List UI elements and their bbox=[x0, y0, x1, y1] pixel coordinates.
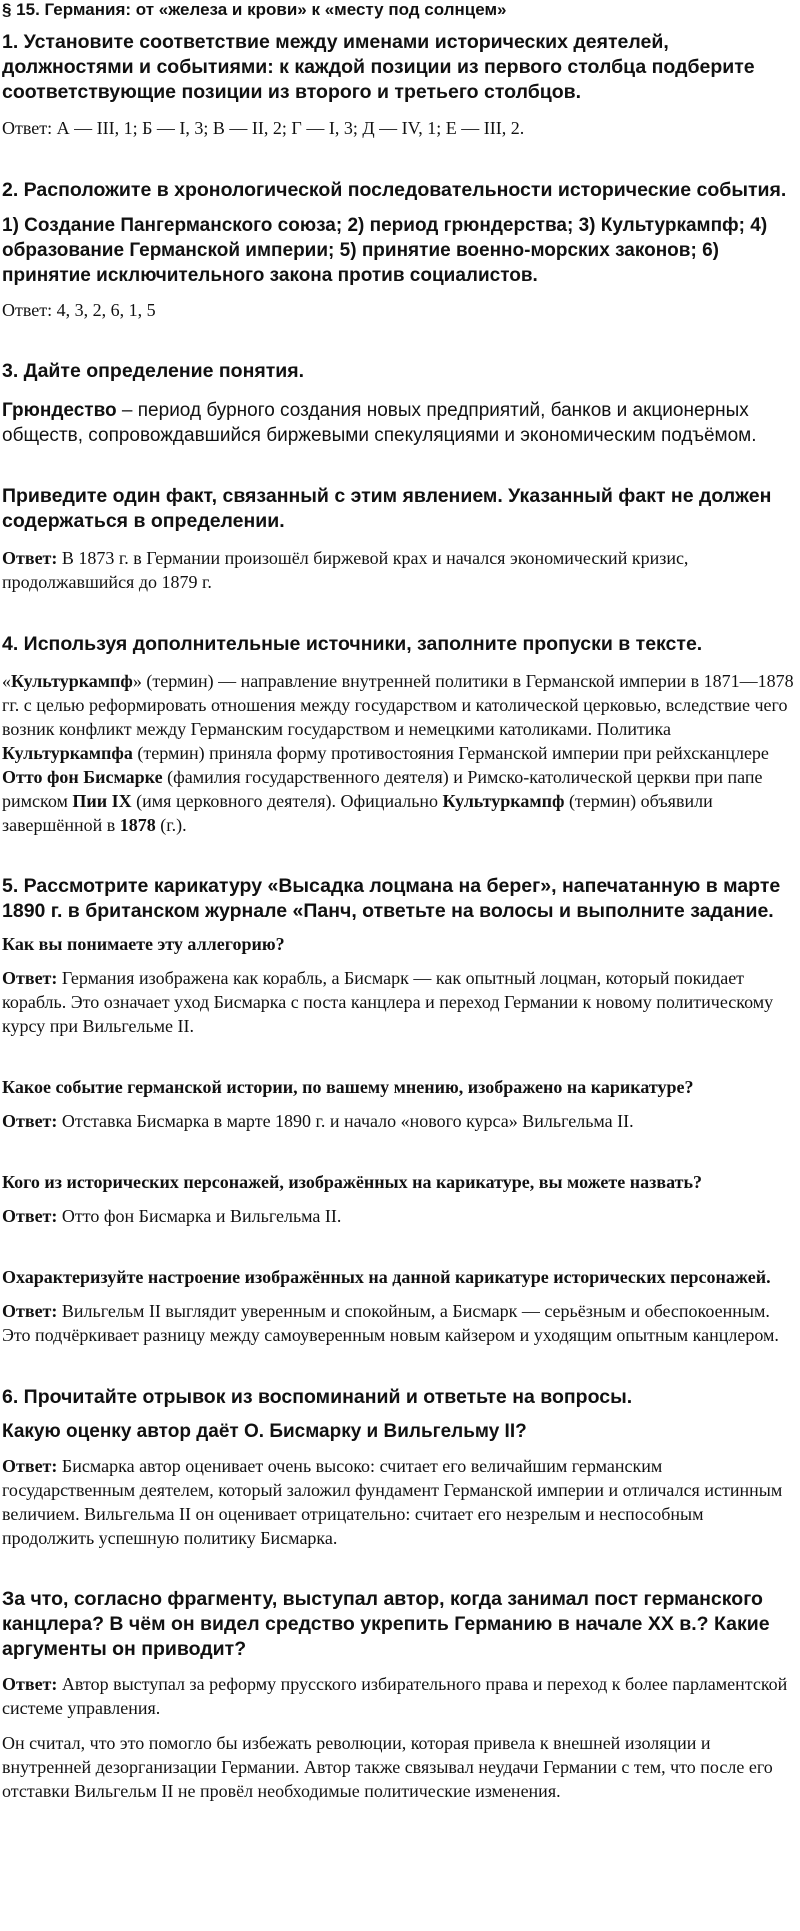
task-6-answer-2 bbox=[2, 1672, 798, 1720]
task-2-answer: Ответ: 4, 3, 2, 6, 1, 5 bbox=[2, 300, 156, 320]
answer-text: Отставка Бисмарка в марте 1890 г. и начало «нового курса» Вильгельма II. bbox=[57, 1111, 634, 1131]
task-1-answer: Ответ: А — III, 1; Б — I, 3; В — II, 2; Г — I, 3; Д — IV, 1; Е — III, 2. bbox=[2, 118, 525, 138]
answer-label: Ответ: bbox=[2, 1301, 58, 1321]
task-6-answer-3: Он считал, что это помогло бы избежать революции, которая привела к внешней изоляции и внутренней дезорганизации Германии. Автор также связывал неудачи Германии с тем, что после его отставки Вильгельм II не провёл необходимые политические изменения. bbox=[2, 1733, 773, 1801]
filled-name-pope: Пии IX bbox=[72, 791, 132, 811]
task-6-subquestion-2: За что, согласно фрагменту, выступал автор, когда занимал пост германского канцлера? В чём он видел средство укрепить Германию в начале XX в.? Какие аргументы он приводит? bbox=[2, 1588, 770, 1660]
answer-text: Бисмарка автор оценивает очень высоко: считает его величайшим германским государственным деятелем, который заложил фундамент Германской империи и отличался истинным величием. Вильгельма II он оценивает отрицательно: считает его незрелым и неспособным продолжить успешную политику Бисмарка. bbox=[2, 1456, 783, 1548]
filled-term-2: Культуркампфа bbox=[2, 743, 133, 763]
task-2-items: 1) Создание Пангерманского союза; 2) период грюндерства; 3) Культуркампф; 4) образование Германской империи; 5) принятие военно-морских законов; 6) принятие исключительного закона против социалистов. bbox=[2, 215, 768, 286]
text-fragment: (г.). bbox=[155, 815, 187, 835]
task-4-question: 4. Используя дополнительные источники, заполните пропуски в тексте. bbox=[2, 633, 703, 655]
answer-text: Германия изображена как корабль, а Бисмарк — как опытный лоцман, который покидает корабль. Это означает уход Бисмарка с поста канцлера и переход Германии к новому политическому курсу при Вильгельме II. bbox=[2, 968, 774, 1036]
answer-text: Вильгельм II выглядит уверенным и спокойным, а Бисмарк — серьёзным и обеспокоенным. Это подчёркивает разницу между самоуверенным новым кайзером и уходящим опытным канцлером. bbox=[2, 1301, 779, 1345]
filled-name-bismarck: Отто фон Бисмарке bbox=[2, 767, 163, 787]
term-gruenderstvo: Грюндество bbox=[2, 400, 117, 421]
task-5-question: 5. Рассмотрите карикатуру «Высадка лоцмана на берег», напечатанную в марте 1890 г. в британском журнале «Панч, ответьте на волосы и выполните задание. bbox=[2, 875, 781, 922]
task-5-subquestion-2: Какое событие германской истории, по вашему мнению, изображено на карикатуре? bbox=[2, 1077, 694, 1097]
answer-label: Ответ: bbox=[2, 1111, 58, 1131]
task-5-answer-2 bbox=[2, 1109, 798, 1133]
text-fragment: « bbox=[2, 671, 11, 691]
task-5-subquestion-3: Кого из исторических персонажей, изображённых на карикатуре, вы можете назвать? bbox=[2, 1172, 702, 1192]
answer-label: Ответ: bbox=[2, 968, 58, 988]
task-4-text bbox=[2, 669, 798, 837]
task-6-answer-1 bbox=[2, 1454, 798, 1550]
definition-text: – период бурного создания новых предприятий, банков и акционерных обществ, сопровождавшийся биржевыми спекуляциями и экономическим подъёмом. bbox=[2, 400, 757, 446]
answer-label: Ответ: bbox=[2, 1674, 58, 1694]
task-5-subquestion-1: Как вы понимаете эту аллегорию? bbox=[2, 934, 285, 954]
text-fragment: (термин) приняла форму противостояния Германской империи при рейхсканцлере bbox=[132, 743, 769, 763]
task-3-question: 3. Дайте определение понятия. bbox=[2, 360, 305, 382]
task-6-question: 6. Прочитайте отрывок из воспоминаний и ответьте на вопросы. bbox=[2, 1386, 633, 1408]
text-fragment: (термин) объявили завершённой в bbox=[2, 791, 713, 835]
text-fragment: (фамилия государственного деятеля) и Римско-католической церкви при папе римском bbox=[2, 767, 763, 811]
answer-label: Ответ: bbox=[2, 548, 58, 568]
answer-text: Отто фон Бисмарка и Вильгельма II. bbox=[57, 1206, 342, 1226]
task-3-answer bbox=[2, 546, 798, 594]
filled-year: 1878 bbox=[119, 815, 156, 835]
task-5-subquestion-4: Охарактеризуйте настроение изображённых на данной карикатуре исторических персонажей. bbox=[2, 1267, 771, 1287]
task-3-definition bbox=[2, 398, 798, 448]
answer-label: Ответ: bbox=[2, 1456, 58, 1476]
answer-text: В 1873 г. в Германии произошёл биржевой крах и начался экономический кризис, продолжавшийся до 1879 г. bbox=[2, 548, 689, 592]
task-2-question: 2. Расположите в хронологической последовательности исторические события. bbox=[2, 179, 787, 201]
text-fragment: » (термин) — направление внутренней политики в Германской империи в 1871—1878 гг. с целью реформировать отношения между государством и католической церковью, вследствие чего возник конфликт между Германским государством и немецкими католиками. Политика bbox=[2, 671, 794, 739]
page-title: § 15. Германия: от «железа и крови» к «месту под солнцем» bbox=[2, 0, 507, 19]
answer-label: Ответ: bbox=[2, 1206, 58, 1226]
task-3-subquestion: Приведите один факт, связанный с этим явлением. Указанный факт не должен содержаться в определении. bbox=[2, 485, 772, 532]
text-fragment: (имя церковного деятеля). Официально bbox=[131, 791, 443, 811]
task-5-answer-3 bbox=[2, 1204, 798, 1228]
filled-term-3: Культуркампф bbox=[442, 791, 565, 811]
task-5-answer-1 bbox=[2, 966, 798, 1038]
answer-text: Автор выступал за реформу прусского избирательного права и переход к более парламентской системе управления. bbox=[2, 1674, 788, 1718]
task-5-answer-4 bbox=[2, 1299, 798, 1347]
task-1-question: 1. Установите соответствие между именами исторических деятелей, должностями и событиями: к каждой позиции из первого столбца подберите соответствующие позиции из второго и третьего столбцов. bbox=[2, 31, 755, 103]
filled-term-1: Культуркампф bbox=[11, 671, 133, 691]
task-6-subquestion-1: Какую оценку автор даёт О. Бисмарку и Вильгельму II? bbox=[2, 1421, 527, 1442]
